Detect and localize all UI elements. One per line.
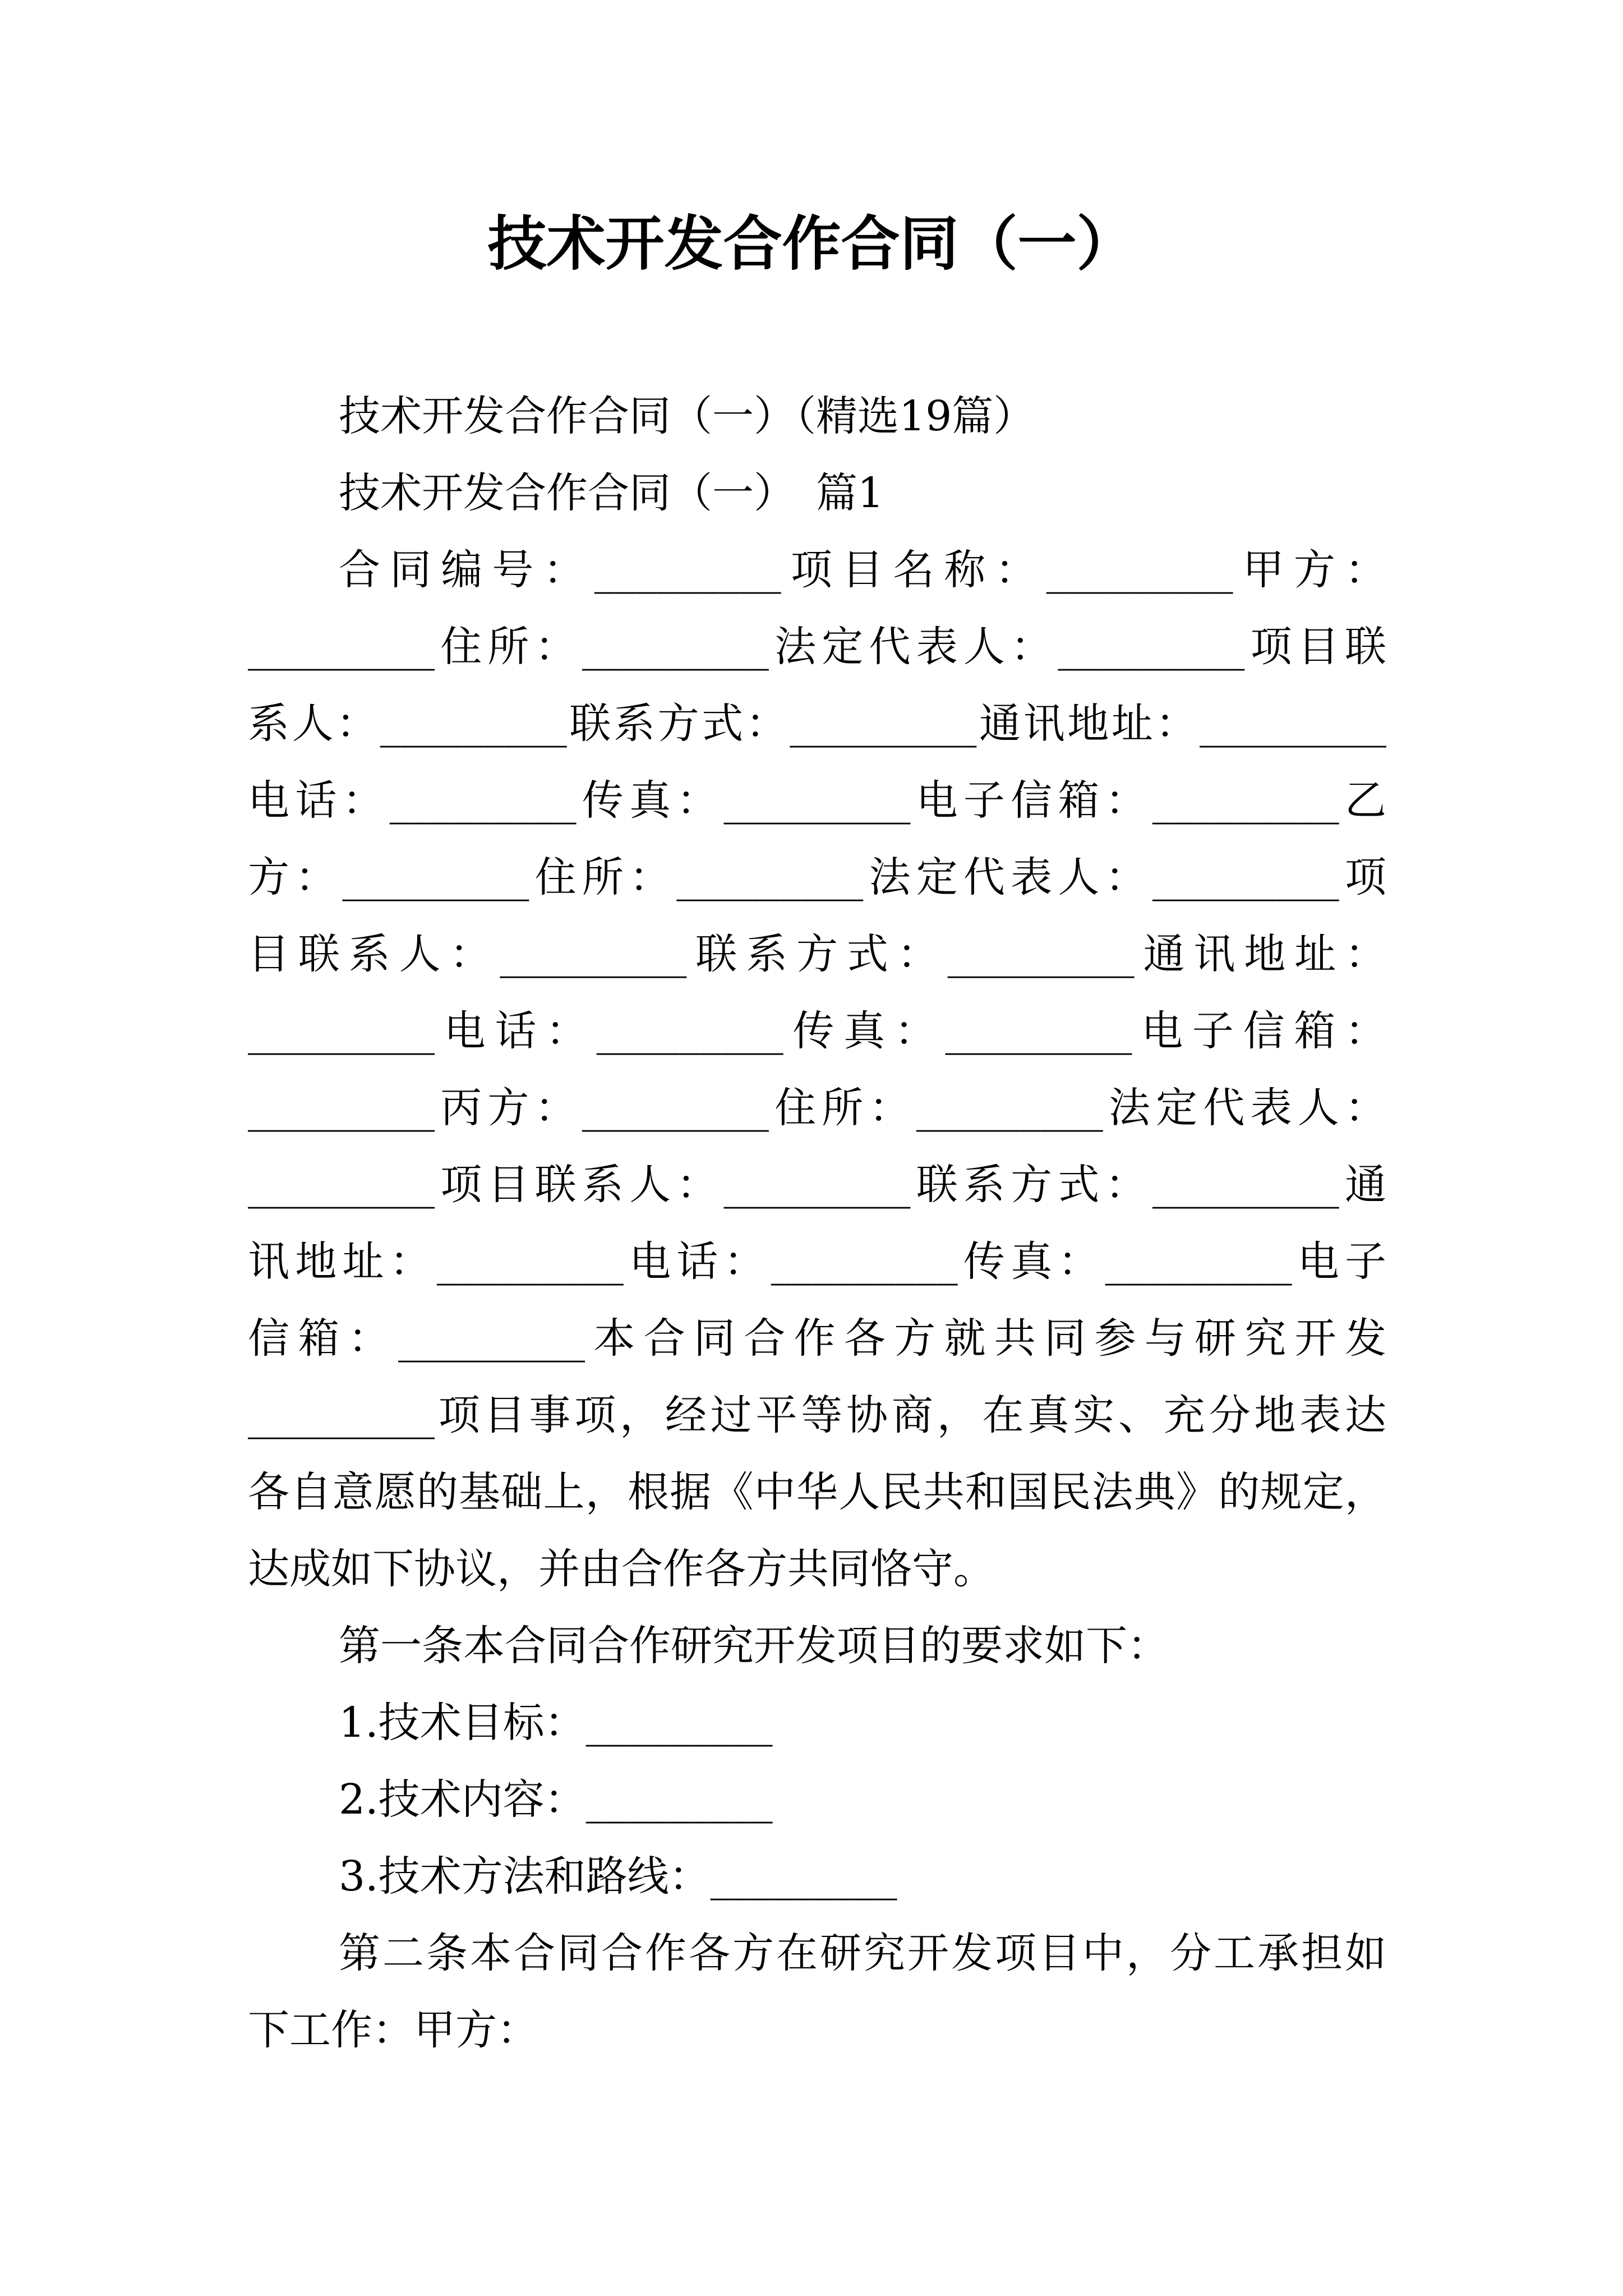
collection-title: 技术开发合作合同（一）（精选19篇） bbox=[339, 392, 1035, 440]
preamble-line: _________住所：_________法定代表人：_________项目联 bbox=[248, 623, 1386, 671]
preamble-line: 方：_________住所：_________法定代表人：_________项 bbox=[248, 853, 1386, 901]
preamble-line: _________项目联系人：_________联系方式：_________通 bbox=[248, 1161, 1386, 1209]
clause-1 bbox=[248, 1608, 1386, 1915]
preamble-line: 讯地址：_________电话：_________传真：_________电子 bbox=[248, 1237, 1386, 1286]
preamble-line: _________项目事项，经过平等协商，在真实、充分地表达 bbox=[248, 1391, 1386, 1439]
preamble-line: 各自意愿的基础上，根据《中华人民共和国民法典》的规定， bbox=[248, 1468, 1386, 1516]
preamble-line: 信箱：_________本合同合作各方就共同参与研究开发 bbox=[248, 1314, 1386, 1363]
preamble-line: 系人：_________联系方式：_________通讯地址：_________ bbox=[248, 700, 1386, 748]
preamble-line: 目联系人：_________联系方式：_________通讯地址： bbox=[248, 930, 1386, 978]
clause-item: 1.技术目标：_________ bbox=[339, 1699, 773, 1747]
clause-item: 2.技术内容：_________ bbox=[339, 1775, 773, 1824]
clause-item: 3.技术方法和路线：_________ bbox=[339, 1852, 897, 1901]
preamble-line: 电话：_________传真：_________电子信箱：_________乙 bbox=[248, 776, 1386, 825]
article-heading: 技术开发合作合同（一） 篇1 bbox=[339, 469, 884, 517]
clause-line: 下工作：甲方： bbox=[248, 2006, 538, 2054]
clause-heading: 第一条本合同合作研究开发项目的要求如下： bbox=[339, 1622, 1169, 1670]
document-body bbox=[248, 378, 1386, 2069]
preamble-line: 合同编号：_________项目名称：_________甲方： bbox=[339, 546, 1386, 594]
document-title: 技术开发合作合同（一） bbox=[487, 209, 1136, 278]
preamble-line: 达成如下协议，并由合作各方共同恪守。 bbox=[248, 1545, 995, 1593]
preamble-paragraph bbox=[248, 532, 1386, 1608]
preamble-line: _________电话：_________传真：_________电子信箱： bbox=[248, 1007, 1386, 1055]
clause-2 bbox=[248, 1915, 1386, 2069]
clause-line: 第二条本合同合作各方在研究开发项目中，分工承担如 bbox=[339, 1929, 1386, 1977]
preamble-line: _________丙方：_________住所：_________法定代表人： bbox=[248, 1084, 1386, 1132]
